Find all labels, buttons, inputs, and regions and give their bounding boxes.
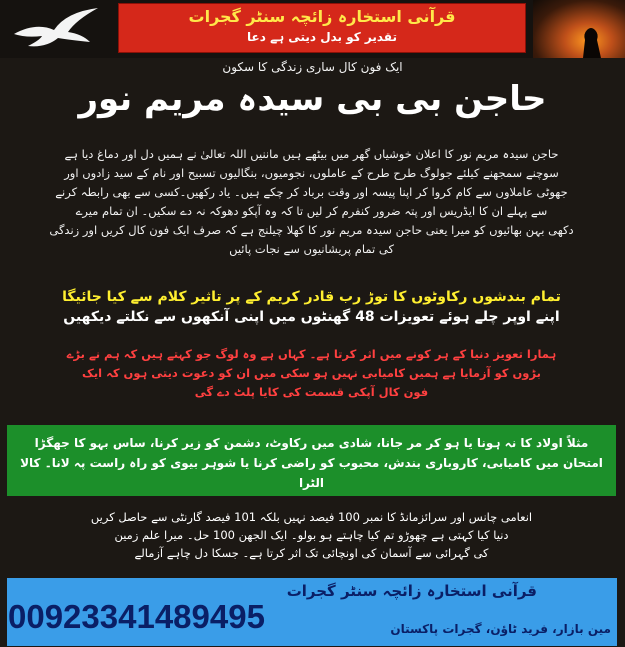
page-title: حاجن بی بی سیدہ مریم نور xyxy=(78,79,547,119)
intro-line: دکھی بہن بھائیوں کو میرا یعنی حاجن سیدہ مریم نور کا کھلا چیلنج ہے کہ صرف ایک فون کال کریں اور زندگی xyxy=(49,223,574,237)
red-line: بڑوں کو آزمایا ہے ہمیں کامیابی نہیں ہو سکی میں ان کو دعوت دیتی ہوں کہ ایک xyxy=(82,366,541,380)
guarantee-line: انعامی چانس اور سرائزمانڈ کا نمبر 100 فیصد نہیں بلکہ 101 فیصد گارنٹی سے حاصل کریں xyxy=(90,510,533,524)
intro-line: سے پہلے ان کا ایڈریس اور پتہ ضرور کنفرم کر لیں تا کہ وہ آپکو دھوکہ نہ دے سکیں۔ ان تمام میرے xyxy=(75,204,548,218)
header-tagline: تقدیر کو بدل دیتی ہے دعا xyxy=(247,30,397,44)
highlight-line: اپنے اوپر چلے ہوئے تعویزات 48 گھنٹوں میں اپنی آنکھوں سے نکلتے دیکھیں xyxy=(63,309,560,325)
header-title: قرآنی استخارہ زائچہ سنٹر گجرات xyxy=(188,7,456,26)
intro-line: سوچنے سمجھنے کیلئے جولوگ طرح طرح کے عاملوں، نجومیوں، بنگالیوں تسبیح اور نام کے سید زادوں اور xyxy=(64,166,559,180)
phone-number[interactable]: 00923341489495 xyxy=(8,598,265,635)
address: مین بازار، فرید ٹاؤن، گجرات پاکستان xyxy=(390,622,611,636)
highlight-line: تمام بندشوں رکاوٹوں کا توڑ رب قادر کریم کے پر تاثیر کلام سے کیا جائیگا xyxy=(62,289,561,305)
silhouette-icon xyxy=(533,0,625,58)
intro-line: کی تمام پریشانیوں سے نجات پائیں xyxy=(229,242,394,256)
intro-line: حاجن سیدہ مریم نور کا اعلان خوشیاں گھر میں بیٹھے ہیں ماننیں اللہ تعالیٰ نے ہمیں دل اور دماغ دیا ہے xyxy=(64,147,559,161)
intro-line: جھوٹی عاملاوں سے کام کروا کر اپنا پیسہ اور وقت برباد کر چکے ہیں۔ یاد رکھیں۔کسی سے بھی رابطہ کرنے xyxy=(55,185,568,199)
subtitle: ایک فون کال ساری زندگی کا سکون xyxy=(222,60,403,74)
intro-text xyxy=(8,145,615,259)
highlight-text xyxy=(8,287,615,327)
problems-line: امتحان میں کامیابی، کاروباری بندش، محبوب کو راضی کرنا یا شوہر بیوی کو راہ راست پہ لانا۔ کالا الٹرا xyxy=(20,456,603,490)
guarantee-line: کی گہرائی سے آسمان کی اونچائی تک اثر کرتا ہے۔ جسکا دل چاہے آزمالے xyxy=(134,546,489,560)
header-bar xyxy=(0,0,625,58)
footer-title: قرآنی استخارہ زائچہ سنٹر گجرات xyxy=(286,582,537,600)
contact-box xyxy=(7,578,617,646)
guarantee-line: دنیا کیا کہتی ہے چھوڑو تم کیا چاہتے ہو بولو۔ ایک الجھن 100 حل۔ میرا علم زمین xyxy=(114,528,509,542)
sunset-image xyxy=(533,0,625,58)
problems-text xyxy=(13,433,610,493)
red-section-text xyxy=(8,345,615,402)
dove-icon xyxy=(6,4,106,52)
header-title-box xyxy=(118,3,526,53)
problems-line: مثلاً اولاد کا نہ ہونا یا ہو کر مر جانا، شادی میں رکاوٹ، دشمن کو زیر کرنا، ساس بہو کا جھگڑا xyxy=(34,436,589,450)
red-line: فون کال آپکی قسمت کی کایا پلٹ دے گی xyxy=(194,385,429,399)
guarantee-text xyxy=(8,508,615,562)
red-line: ہمارا تعویز دنیا کے ہر کونے میں اثر کرتا ہے۔ کہاں ہے وہ لوگ جو کہتے ہیں کہ ہم نے بڑے xyxy=(66,347,557,361)
problems-box xyxy=(7,425,616,496)
